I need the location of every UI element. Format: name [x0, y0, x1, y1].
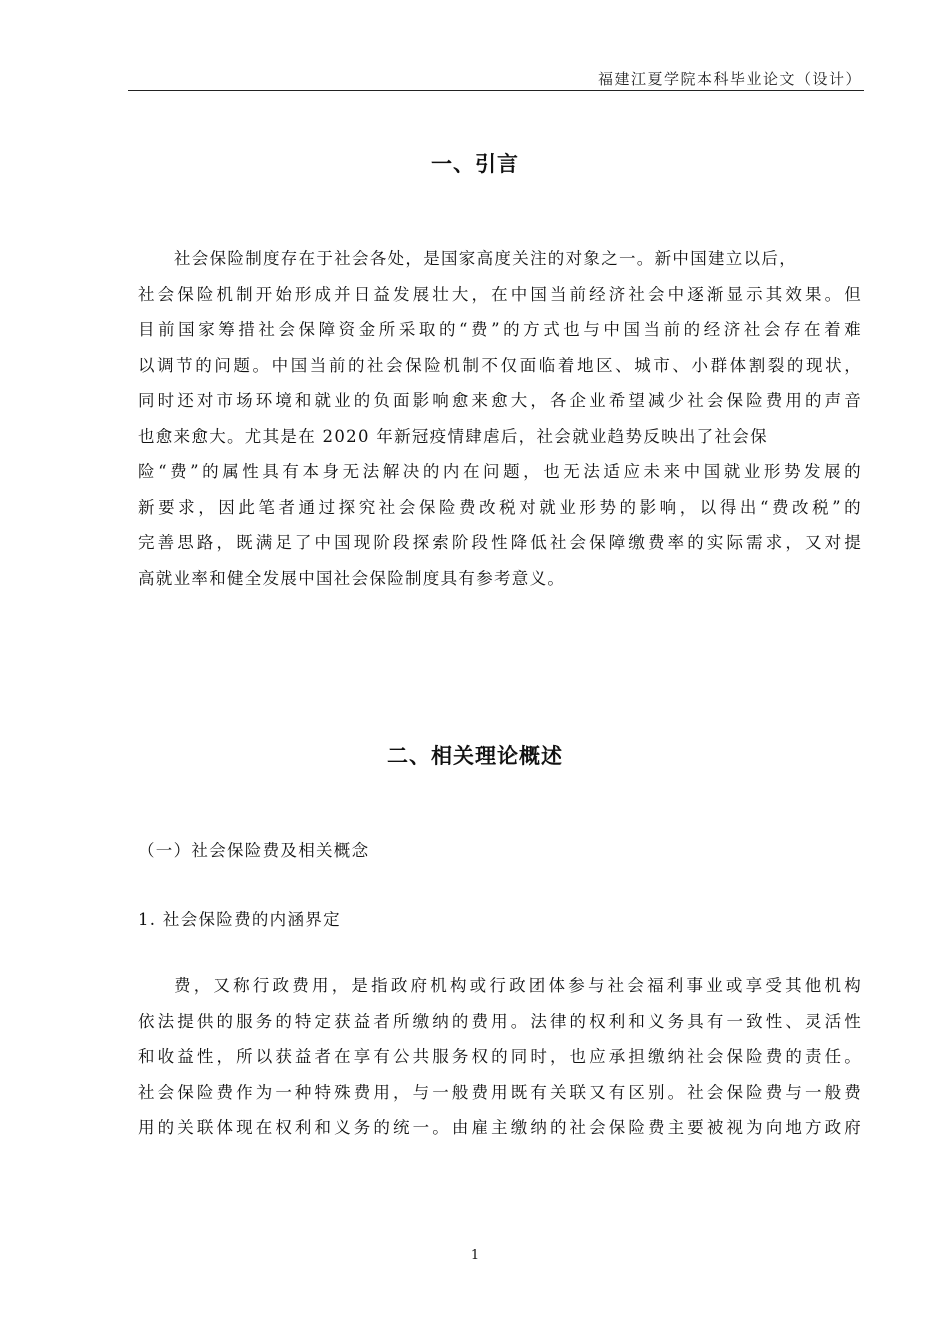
paragraph-line: 完善思路，既满足了中国现阶段探索阶段性降低社会保障缴费率的实际需求，又对提 [138, 533, 862, 552]
paragraph-line: 社会保险制度存在于社会各处，是国家高度关注的对象之一。新中国建立以后， [174, 249, 797, 268]
paragraph-line: 社会保险机制开始形成并日益发展壮大，在中国当前经济社会中逐渐显示其效果。但 [138, 284, 862, 304]
paragraph-line: 和收益性，所以获益者在享有公共服务权的同时，也应承担缴纳社会保险费的责任。 [138, 1047, 862, 1066]
paragraph-line: 同时还对市场环境和就业的负面影响愈来愈大，各企业希望减少社会保险费用的声音 [138, 391, 862, 410]
header-text: 福建江夏学院本科毕业论文（设计） [597, 70, 862, 88]
page-number: 1 [470, 1248, 480, 1263]
paragraph-line: 用的关联体现在权利和义务的统一。由雇主缴纳的社会保险费主要被视为向地方政府 [138, 1118, 862, 1137]
paragraph-line: 依法提供的服务的特定获益者所缴纳的费用。法律的权利和义务具有一致性、灵活性 [138, 1011, 862, 1031]
paragraph-line: 费，又称行政费用，是指政府机构或行政团体参与社会福利事业或享受其他机构 [174, 976, 862, 995]
paragraph-line: 也愈来愈大。尤其是在 2020 年新冠疫情肆虐后，社会就业趋势反映出了社会保 [138, 426, 768, 446]
paragraph-line: 以调节的问题。中国当前的社会保险机制不仅面临着地区、城市、小群体割裂的现状， [138, 355, 862, 375]
paragraph-line: 目前国家筹措社会保障资金所采取的“费”的方式也与中国当前的经济社会存在着难 [138, 320, 862, 339]
section-2-title: 二、相关理论概述 [387, 744, 563, 768]
section-1-body [138, 241, 862, 596]
subsection-title: （一）社会保险费及相关概念 [138, 841, 370, 860]
page-header [128, 62, 864, 91]
section-1-title: 一、引言 [431, 152, 519, 176]
paragraph-line: 险“费”的属性具有本身无法解决的内在问题，也无法适应未来中国就业形势发展的 [138, 462, 862, 481]
paragraph-line: 新要求，因此笔者通过探究社会保险费改税对就业形势的影响，以得出“费改税”的 [138, 497, 862, 517]
subsubsection-title: 1. 社会保险费的内涵界定 [138, 910, 341, 929]
paragraph-line: 社会保险费作为一种特殊费用，与一般费用既有关联又有区别。社会保险费与一般费 [138, 1082, 862, 1102]
section-2-body [138, 968, 862, 1146]
paragraph-line: 高就业率和健全发展中国社会保险制度具有参考意义。 [138, 568, 566, 588]
